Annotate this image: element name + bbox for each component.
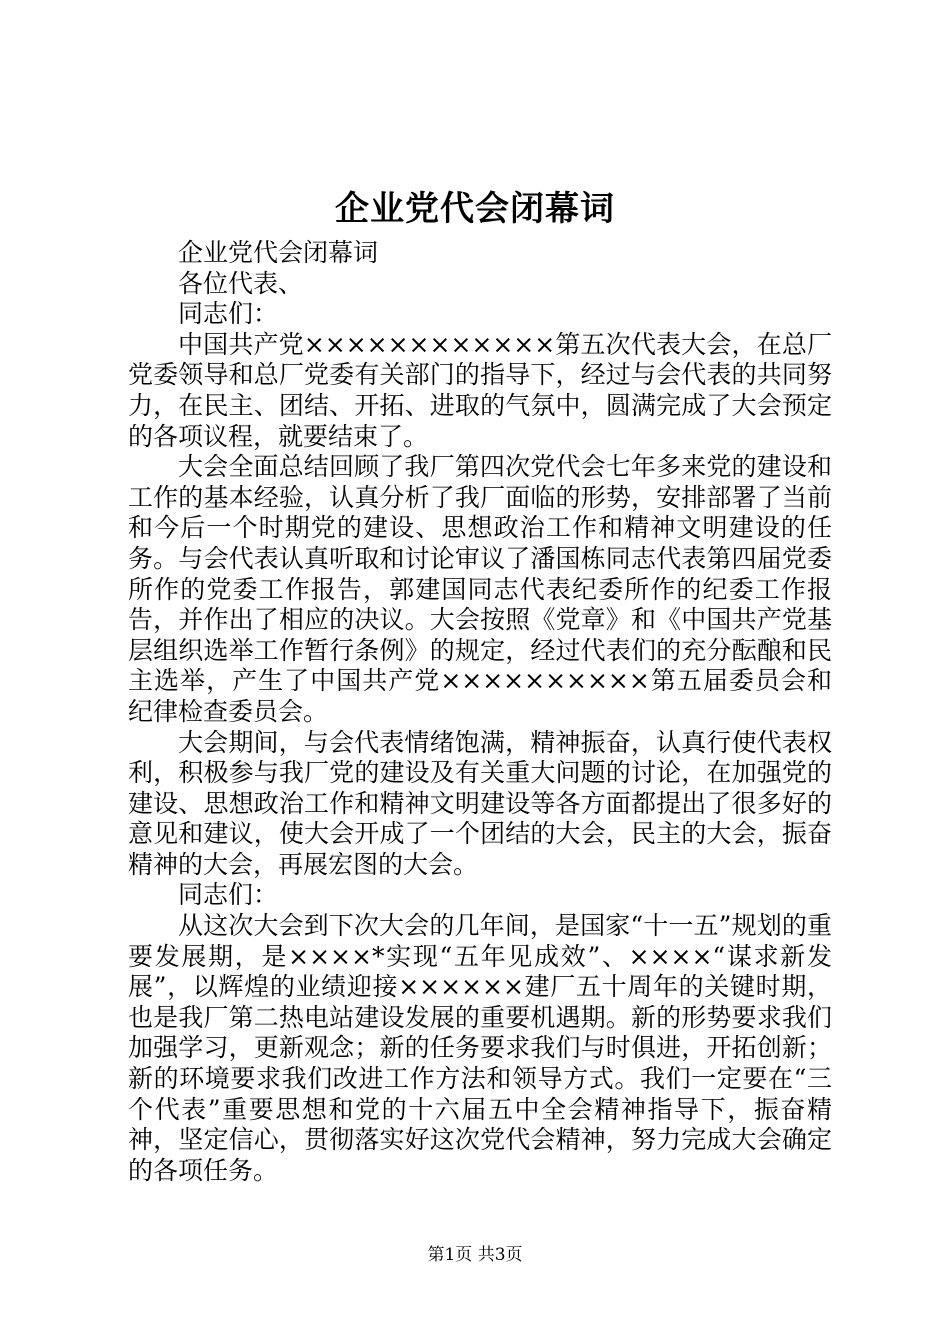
document-title: 企业党代会闭幕词 xyxy=(335,189,615,229)
body-paragraph: 大会全面总结回顾了我厂第四次党代会七年多来党的建设和工作的基本经验，认真分析了我厂面临的形势，安排部署了当前和今后一个时期党的建设、思想政治工作和精神文明建设的任务。与会代表认真听取和讨论审议了潘国栋同志代表第四届党委所作的党委工作报告，郭建国同志代表纪委所作的纪委工作报告，并作出了相应的决议。大会按照《党章》和《中国共产党基层组织选举工作暂行条例》的规定，经过代表们的充分酝酿和民主选举，产生了中国共产党××××××××××第五届委员会和纪律检查委员会。 xyxy=(128,452,832,726)
body-paragraph-salutation-comrades-2: 同志们： xyxy=(178,880,279,910)
body-paragraph-salutation-delegates: 各位代表、 xyxy=(178,268,304,298)
document-body xyxy=(128,238,832,1186)
body-paragraph: 从这次大会到下次大会的几年间，是国家“十一五”规划的重要发展期，是××××*实现“五年见成效”、××××“谋求新发展”，以辉煌的业绩迎接××××××建厂五十周年的关键时期，也是我厂第二热电站建设发展的重要机遇期。新的形势要求我们加强学习，更新观念；新的任务要求我们与时俱进，开拓创新；新的环境要求我们改进工作方法和领导方式。我们一定要在“三个代表”重要思想和党的十六届五中全会精神指导下，振奋精神，坚定信心，贯彻落实好这次党代会精神，努力完成大会确定的各项任务。 xyxy=(128,911,832,1185)
page-footer: 第1页 共3页 xyxy=(427,1245,523,1265)
body-paragraph: 大会期间，与会代表情绪饱满，精神振奋，认真行使代表权利，积极参与我厂党的建设及有关重大问题的讨论，在加强党的建设、思想政治工作和精神文明建设等各方面都提出了很多好的意见和建议，使大会开成了一个团结的大会，民主的大会，振奋精神的大会，再展宏图的大会。 xyxy=(128,727,832,879)
body-paragraph: 中国共产党××××××××××××第五次代表大会，在总厂党委领导和总厂党委有关部门的指导下，经过与会代表的共同努力，在民主、团结、开拓、进取的气氛中，圆满完成了大会预定的各项议程，就要结束了。 xyxy=(128,329,832,451)
body-paragraph-salutation-comrades: 同志们： xyxy=(178,299,279,329)
body-paragraph-subtitle: 企业党代会闭幕词 xyxy=(178,238,379,267)
